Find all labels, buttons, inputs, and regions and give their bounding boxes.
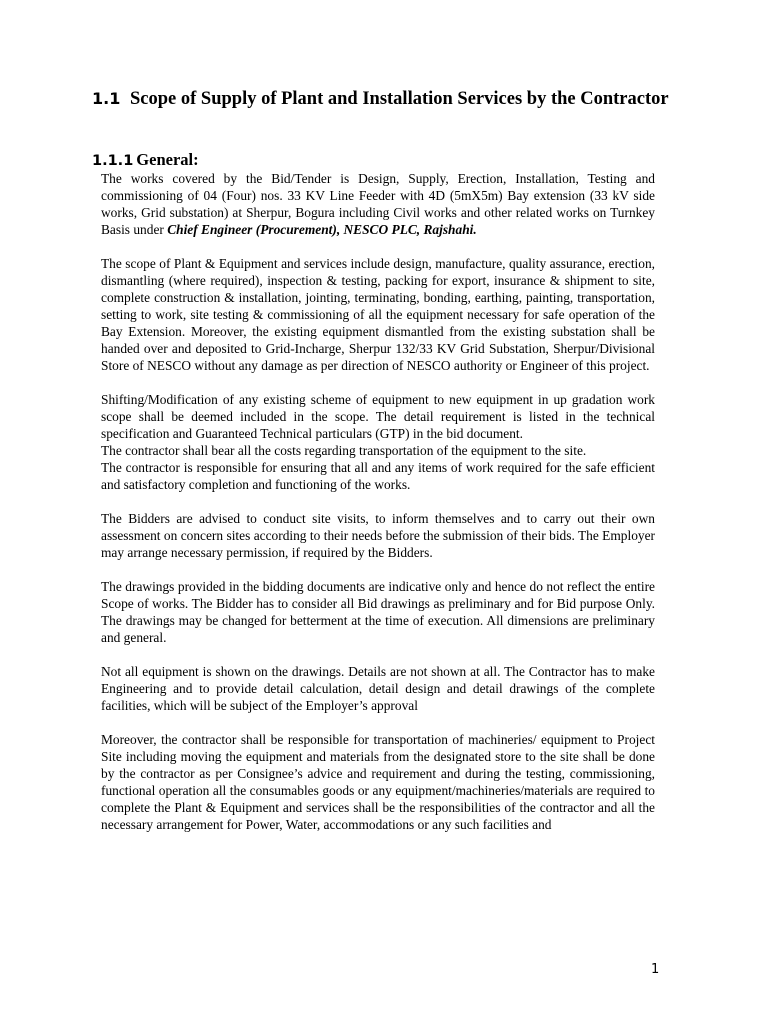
subsection-heading (92, 150, 199, 171)
section-heading (92, 88, 676, 110)
paragraph-transport-costs: The contractor shall bear all the costs regarding transportation of the equipment to the site. (101, 443, 587, 458)
section-title: Scope of Supply of Plant and Installation Services by the Contractor (130, 89, 669, 109)
paragraph-site-visits: The Bidders are advised to conduct site visits, to inform themselves and to carry out their own assessment on concern sites according to their needs before the submission of their bids. The Employer may arrange necessary permission, if required by the Bidders. (101, 511, 655, 560)
document-body (101, 170, 655, 833)
paragraph-contractor-responsibility: The contractor is responsible for ensuring that all and any items of work required for the safe efficient and satisfactory completion and functioning of the works. (101, 460, 655, 492)
paragraph-transportation-machineries: Moreover, the contractor shall be responsible for transportation of machineries/ equipment to Project Site including moving the equipment and materials from the designated store to the site shall be done by the contractor as per Consignee’s advice and requirement and during the testing, commissioning, functional operation all the consumables goods or any equipment/machineries/materials are required to complete the Plant & Equipment and services shall be the responsibilities of the contractor and all the necessary arrangement for Power, Water, accommodations or any such facilities and (101, 732, 655, 832)
section-number: 1.1 (92, 89, 121, 108)
paragraph-plant-equipment: The scope of Plant & Equipment and services include design, manufacture, quality assurance, erection, dismantling (where required), inspection & testing, packing for export, insurance & shipment to site, complete construction & installation, jointing, terminating, bonding, earthing, painting, transportation, setting to work, site testing & commissioning of all the equipment necessary for safe operation of the Bay Extension. Moreover, the existing equipment dismantled from the existing substation shall be handed over and deposited to Grid-Incharge, Sherpur 132/33 KV Grid Substation, Sherpur/Divisional Store of NESCO without any damage as per direction of NESCO authority or Engineer of this project. (101, 256, 655, 373)
subsection-number: 1.1.1 (92, 153, 134, 169)
paragraph-equipment-drawings: Not all equipment is shown on the drawings. Details are not shown at all. The Contractor has to make Engineering and to provide detail calculation, detail design and detail drawings of the complete facilities, which will be subject of the Employer’s approval (101, 664, 655, 713)
paragraph-shifting-modification: Shifting/Modification of any existing scheme of equipment to new equipment in up gradation work scope shall be deemed included in the scope. The detail requirement is listed in the technical specification and Guaranteed Technical particulars (GTP) in the bid document. (101, 392, 655, 441)
paragraph-scope-works (101, 170, 655, 238)
paragraph-text: The works covered by the Bid/Tender is Design, Supply, Erection, Installation, Testing and commissioning of 04 (Four) nos. 33 KV Line Feeder with 4D (5mX5m) Bay extension (33 kV side works, Grid substation) at Sherpur, Bogura including Civil works and other related works on Turnkey Basis under (101, 171, 655, 237)
paragraph-drawings: The drawings provided in the bidding documents are indicative only and hence do not reflect the entire Scope of works. The Bidder has to consider all Bid drawings as preliminary and for Bid purpose Only. The drawings may be changed for betterment at the time of execution. All dimensions are preliminary and general. (101, 579, 655, 645)
paragraph-emphasis: Chief Engineer (Procurement), NESCO PLC, Rajshahi. (167, 222, 477, 237)
subsection-title: General: (136, 150, 199, 169)
page-number: 1 (651, 962, 660, 977)
